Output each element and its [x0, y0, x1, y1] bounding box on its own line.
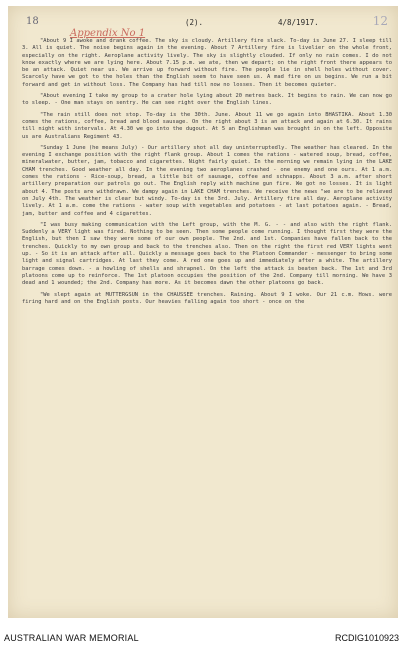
page-mark: (2).	[185, 18, 204, 27]
paragraph: "We slept again at MUTTERGSUN in the CHAUSSEE trenches. Raining. About 9 I woke. Our 21 c.m. Hows. were firing hard and on the English posts. Our heavies falling again too short - once on the	[22, 291, 392, 305]
archive-footer	[0, 630, 405, 648]
corner-number: 12	[372, 14, 388, 28]
record-id: RCDIG1010923	[334, 633, 399, 643]
typed-diary-text	[22, 38, 392, 310]
appendix-note: Appendix No 1	[70, 28, 146, 39]
document-date: 4/8/1917.	[278, 18, 319, 27]
institution-label: AUSTRALIAN WAR MEMORIAL	[4, 633, 139, 643]
paragraph: "I was busy making communication with the Left group, with the M. G. - - and also with the right flank. Suddenly a VERY light was fired. Nothing to be seen. Then some people come running. I thought first they were the English, but then I saw they were some of our own people. The 2nd. and 1st. Companies have fallen back to the trenches. Quickly to my own group and back to the trenches also. Then on the right the first red VERY lights went up. - So it is an attack after all. Quickly a message goes back to the Platoon Commander - messenger to bring some light and signal cartridges. At last they come. A red one goes up and immediately after a white. The artillery barrage comes down. - a howling of shells and shrapnel. On the left the attack is beaten back. The 1st and 3rd platoons come up to reinforce. The 1st platoon occupies the position of the 2nd. Company till morning. We have 3 dead and 1 wounded; the 2nd. Company has more. As it becomes dawn the other platoons go back.	[22, 221, 392, 287]
document-page	[8, 6, 398, 618]
page-number: 18	[26, 16, 39, 27]
paragraph: "The rain still does not stop. To-day is the 30th. June. About 11 we go again into BHASTIKA. About 1.30 comes the rations, coffee, bread and blood sausage. On the right about 3 is an attack and again at 6.30. It rains till night with intervals. At 4.30 we go into the dugout. At 5 an Englishman was brought in on the left. Opposite us are Australians Regiment 43.	[22, 111, 392, 140]
paragraph: "About evening I take my group to a crater hole lying about 20 metres back. It begins to rain. We can now go to sleep. - One man stays on sentry. He can see right over the English lines.	[22, 93, 392, 107]
paragraph: "About 9 I awoke and drank coffee. The sky is cloudy. Artillery fire slack. To-day is June 27. I sleep till 3. All is quiet. The noise begins again in the evening. About 7 Artillery fire is livelier on the whole front, especially on the right. Aeroplane activity lively. The sky is slightly clouded. If only no rain comes. I do not know exactly where we are lying here. About 7.15 p.m. we ate, then we depart; on the right front there appears to be an attack. Quiet near us. We arrive up forward without fire. The people lie in shell holes without cover. Scarcely have we got to the holes than the English seem to have seen us. A mad fire on us begins. We run a bit forward and get in without loss. The Company has had till now no losses. Then it becomes quieter.	[22, 38, 392, 88]
paragraph: "Sunday 1 June (he means July) - Our artillery shot all day uninterruptedly. The weather has cleared. In the evening I exchange position with the right flank group. About 1 comes the rations - watered soup, bread, coffee, mineralwater, butter, jam, tobacco and cigarettes. Night fairly quiet. In the morning we remain lying in the LAKE CHAM trenches. Good weather all day. In the evening two aeroplanes crashed - one enemy and one ours. At 1 a.m. comes the rations - Rice-soup, bread, a little bit of sausage, coffee and schnapps. About 3 a.m. after short artillery preparation our patrols go out. The English reply with machine gun fire. We got no losses. It is light about 4. The posts are withdrawn. We dampy again in LAKE CHAM trenches. We receive the news "we are to be relieved on July 4th. The weather is clear but windy. To-day is the 3rd. July. Artillery fire all day. Aeroplane activity lively. At 1 a.m. come the rations - water soup with vegetables and potatoes - at last potatoes again. - Bread, jam, butter and coffee and 4 cigarettes.	[22, 144, 392, 217]
